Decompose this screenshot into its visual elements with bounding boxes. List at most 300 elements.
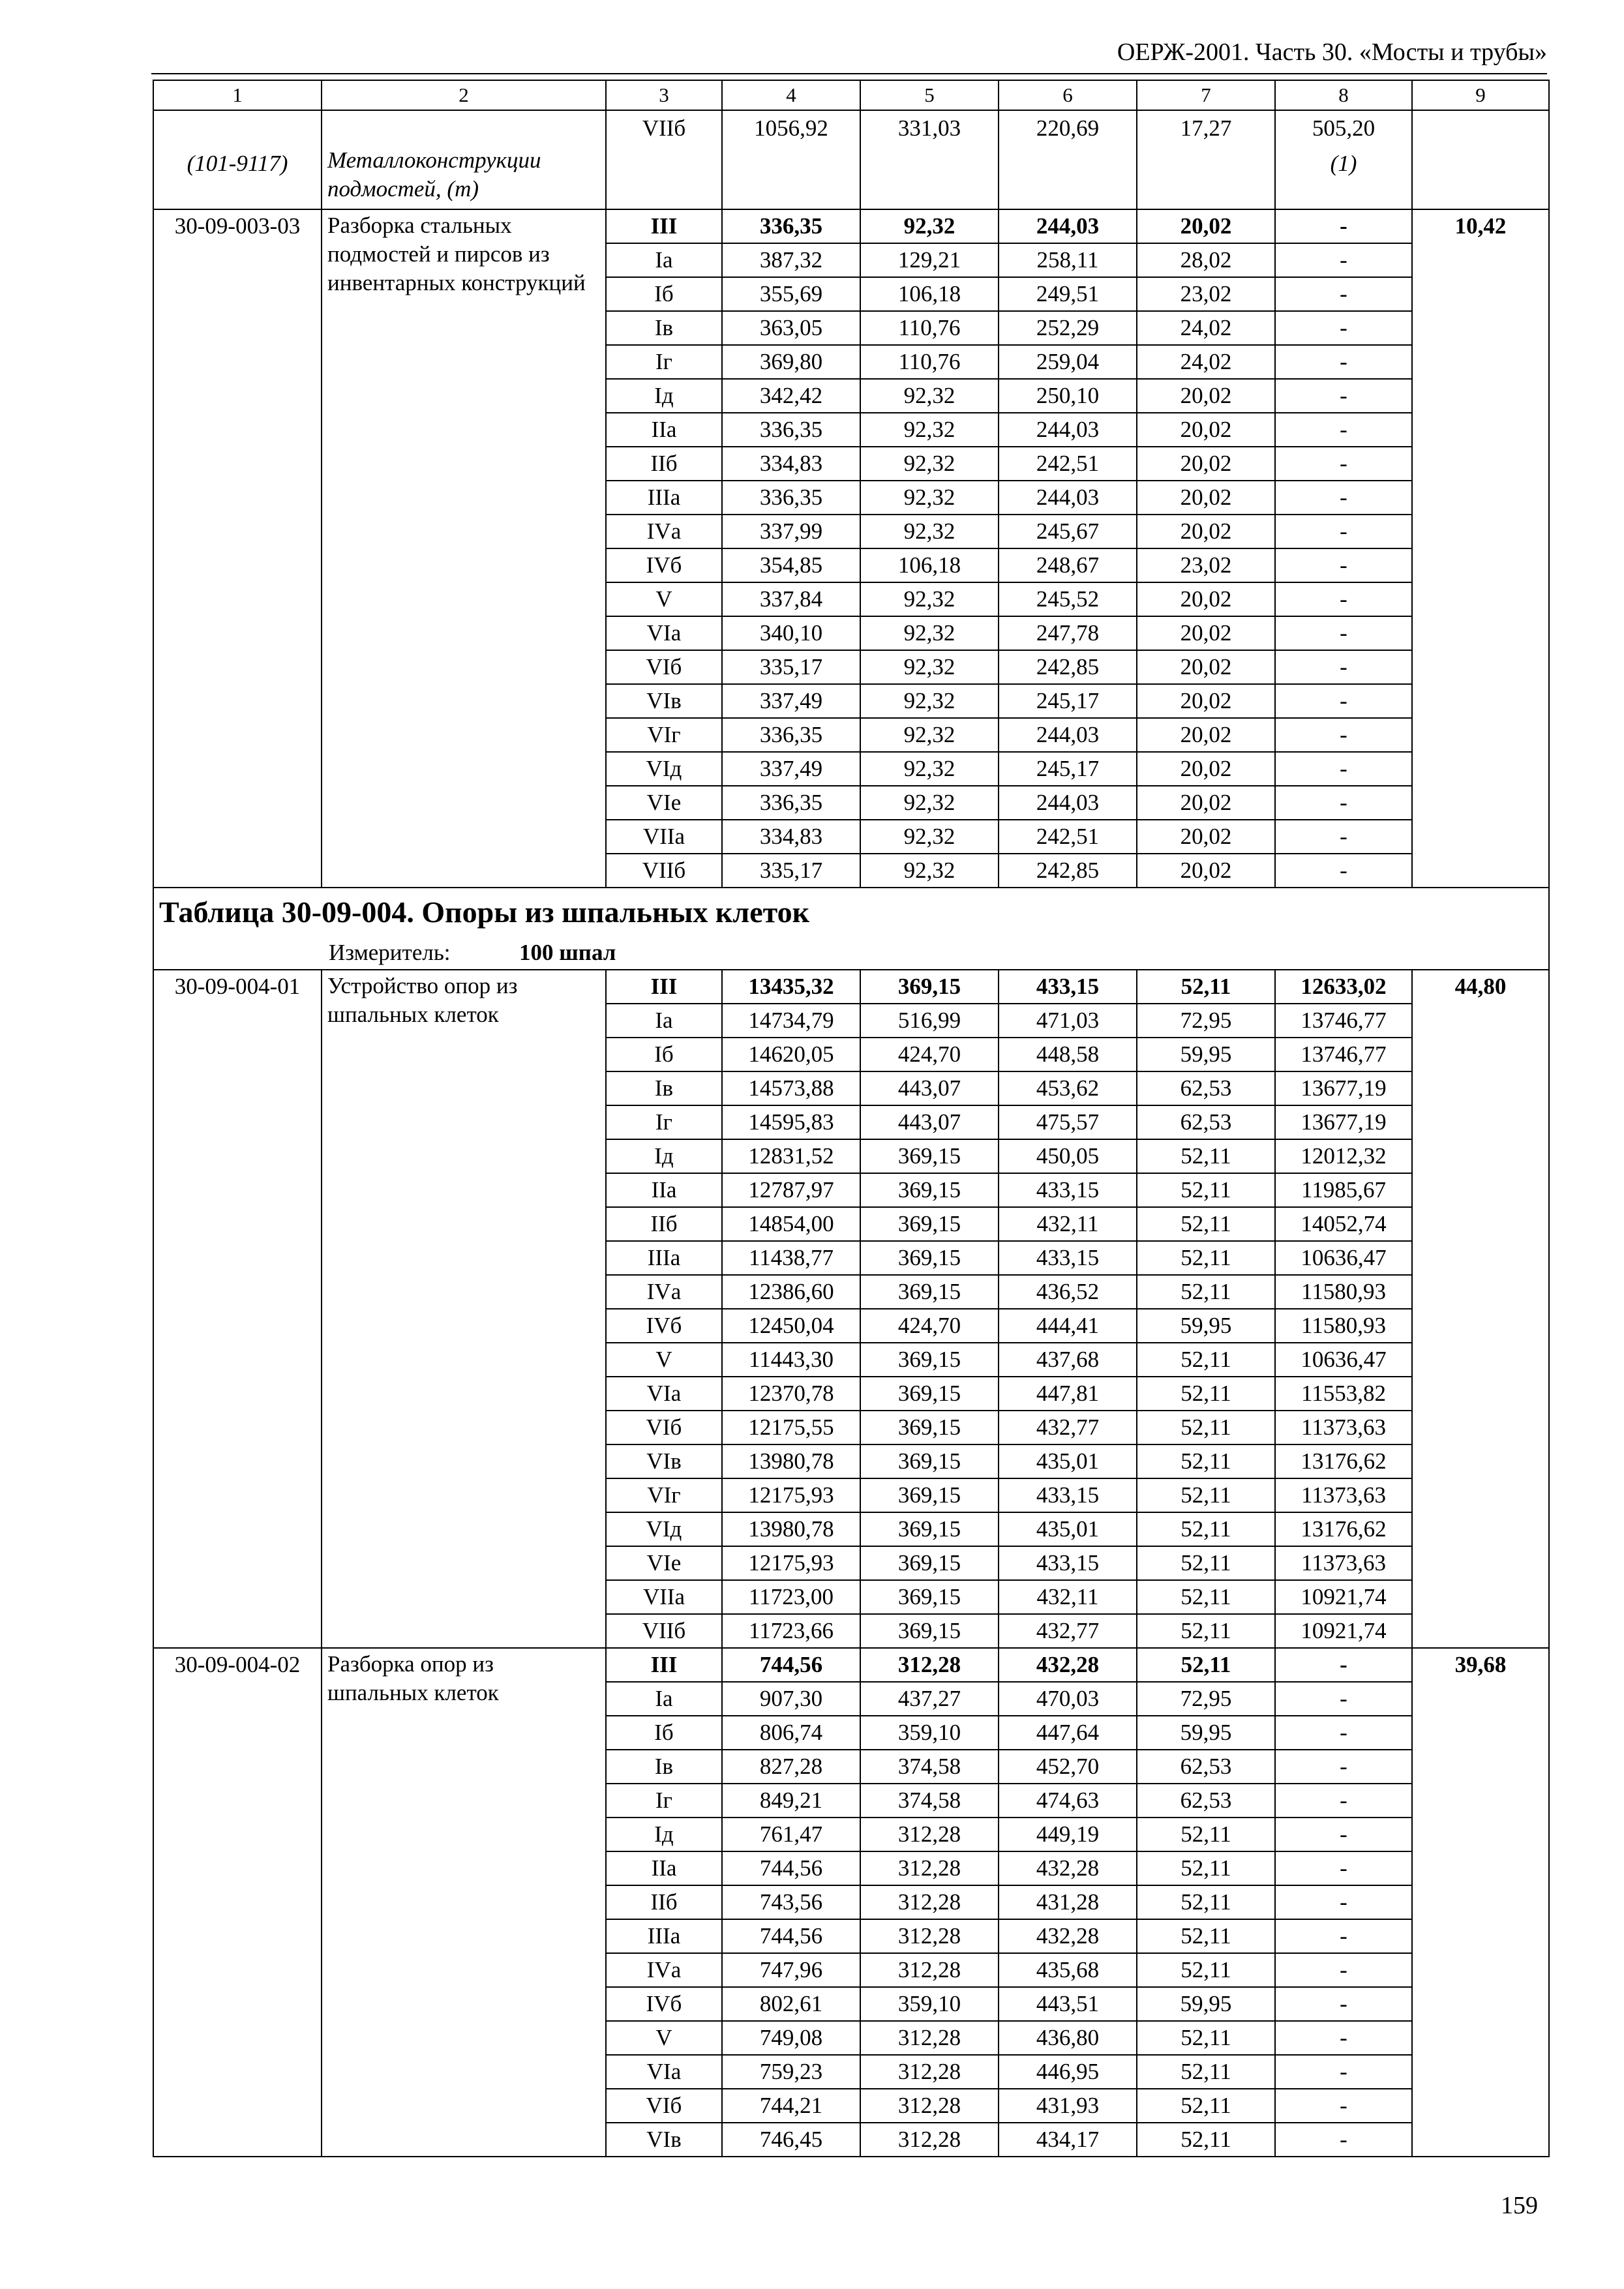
value-cell: 369,15 (860, 1512, 999, 1546)
value-cell: 12831,52 (722, 1139, 860, 1173)
zone-cell: Iа (606, 243, 722, 277)
rate-code: 30-09-004-02 (153, 1648, 322, 2157)
value-cell: 335,17 (722, 854, 860, 888)
value-cell: - (1275, 481, 1412, 515)
value-cell: 110,76 (860, 345, 999, 379)
zone-cell: IIа (606, 1173, 722, 1207)
value-cell: 435,68 (999, 1953, 1137, 1987)
value-cell: - (1275, 1648, 1412, 1682)
value-cell: 471,03 (999, 1004, 1137, 1038)
zone-cell: VIд (606, 1512, 722, 1546)
value-cell: 258,11 (999, 243, 1137, 277)
value-cell: 336,35 (722, 209, 860, 243)
rate-col9: 39,68 (1412, 1648, 1549, 2157)
value-cell: 433,15 (999, 1241, 1137, 1275)
value-cell: 244,03 (999, 413, 1137, 447)
value-cell: 92,32 (860, 684, 999, 718)
value-cell: 92,32 (860, 854, 999, 888)
rates-table (153, 80, 1550, 2157)
column-number: 7 (1137, 80, 1275, 110)
value-cell: 242,85 (999, 650, 1137, 684)
material-col9 (1412, 110, 1549, 209)
value-cell: 92,32 (860, 752, 999, 786)
zone-cell: Iв (606, 1750, 722, 1784)
value-cell: 62,53 (1137, 1105, 1275, 1139)
value-cell: - (1275, 786, 1412, 820)
value-cell: 470,03 (999, 1682, 1137, 1716)
value-cell: 11373,63 (1275, 1411, 1412, 1444)
value-cell: 52,11 (1137, 1953, 1275, 1987)
value-cell: 20,02 (1137, 854, 1275, 888)
value-cell: 312,28 (860, 2055, 999, 2089)
value-cell: 20,02 (1137, 413, 1275, 447)
column-number: 6 (999, 80, 1137, 110)
zone-cell: Iа (606, 1682, 722, 1716)
value-cell: - (1275, 2021, 1412, 2055)
value-cell: 250,10 (999, 379, 1137, 413)
value-cell: 20,02 (1137, 820, 1275, 854)
zone-cell: VIIа (606, 1580, 722, 1614)
zone-cell: IIб (606, 1207, 722, 1241)
value-cell: 14620,05 (722, 1038, 860, 1071)
material-value: 220,69 (999, 110, 1137, 209)
value-cell: 59,95 (1137, 1038, 1275, 1071)
zone-cell: Iд (606, 1139, 722, 1173)
zone-cell: VIг (606, 1478, 722, 1512)
value-cell: 446,95 (999, 2055, 1137, 2089)
value-cell: 92,32 (860, 209, 999, 243)
value-cell: 13435,32 (722, 970, 860, 1004)
zone-cell: IIа (606, 413, 722, 447)
value-cell: 12175,93 (722, 1546, 860, 1580)
value-cell: 14854,00 (722, 1207, 860, 1241)
value-cell: 424,70 (860, 1309, 999, 1343)
value-cell: 59,95 (1137, 1309, 1275, 1343)
column-number: 2 (322, 80, 606, 110)
value-cell: 245,67 (999, 515, 1137, 548)
value-cell: 10636,47 (1275, 1343, 1412, 1377)
zone-cell: Iг (606, 1105, 722, 1139)
value-cell: - (1275, 379, 1412, 413)
value-cell: 52,11 (1137, 1343, 1275, 1377)
value-cell: - (1275, 447, 1412, 481)
value-cell: 744,21 (722, 2089, 860, 2123)
value-cell: 11580,93 (1275, 1275, 1412, 1309)
value-cell: 449,19 (999, 1818, 1137, 1851)
zone-cell: IIIа (606, 1919, 722, 1953)
column-number: 4 (722, 80, 860, 110)
value-cell: 369,15 (860, 1444, 999, 1478)
value-cell: 252,29 (999, 311, 1137, 345)
table-row (153, 1648, 1549, 1682)
value-cell: 23,02 (1137, 548, 1275, 582)
value-cell: - (1275, 854, 1412, 888)
value-cell: 12012,32 (1275, 1139, 1412, 1173)
value-cell: 52,11 (1137, 1614, 1275, 1648)
value-cell: 369,15 (860, 1478, 999, 1512)
material-value: 331,03 (860, 110, 999, 209)
zone-cell: VIе (606, 1546, 722, 1580)
value-cell: 12787,97 (722, 1173, 860, 1207)
value-cell: 11373,63 (1275, 1478, 1412, 1512)
value-cell: 312,28 (860, 1953, 999, 1987)
value-cell: 759,23 (722, 2055, 860, 2089)
value-cell: - (1275, 1750, 1412, 1784)
value-cell: - (1275, 311, 1412, 345)
value-cell: - (1275, 1784, 1412, 1818)
value-cell: 337,84 (722, 582, 860, 616)
zone-cell: Iб (606, 1716, 722, 1750)
value-cell: - (1275, 413, 1412, 447)
value-cell: 11580,93 (1275, 1309, 1412, 1343)
value-cell: 20,02 (1137, 582, 1275, 616)
zone-cell: Iб (606, 277, 722, 311)
value-cell: - (1275, 820, 1412, 854)
value-cell: 447,81 (999, 1377, 1137, 1411)
zone-cell: VIб (606, 1411, 722, 1444)
zone-cell: IIб (606, 1885, 722, 1919)
value-cell: 444,41 (999, 1309, 1137, 1343)
value-cell: 52,11 (1137, 1173, 1275, 1207)
value-cell: 359,10 (860, 1716, 999, 1750)
value-cell: 52,11 (1137, 2055, 1275, 2089)
value-cell: 92,32 (860, 650, 999, 684)
value-cell: 242,85 (999, 854, 1137, 888)
value-cell: 245,17 (999, 684, 1137, 718)
value-cell: - (1275, 277, 1412, 311)
value-cell: 242,51 (999, 447, 1137, 481)
zone-cell: VIб (606, 2089, 722, 2123)
value-cell: 52,11 (1137, 1580, 1275, 1614)
value-cell: 11438,77 (722, 1241, 860, 1275)
value-cell: 92,32 (860, 379, 999, 413)
column-number: 9 (1412, 80, 1549, 110)
zone-cell: VIд (606, 752, 722, 786)
value-cell: 59,95 (1137, 1716, 1275, 1750)
value-cell: 14595,83 (722, 1105, 860, 1139)
value-cell: 746,45 (722, 2123, 860, 2157)
zone-cell: V (606, 2021, 722, 2055)
zone-cell: VIб (606, 650, 722, 684)
value-cell: 743,56 (722, 1885, 860, 1919)
value-cell: - (1275, 1818, 1412, 1851)
value-cell: 359,10 (860, 1987, 999, 2021)
value-cell: 13980,78 (722, 1444, 860, 1478)
value-cell: 432,77 (999, 1614, 1137, 1648)
value-cell: 452,70 (999, 1750, 1137, 1784)
value-cell: 14052,74 (1275, 1207, 1412, 1241)
value-cell: 245,17 (999, 752, 1137, 786)
value-cell: - (1275, 684, 1412, 718)
value-cell: 849,21 (722, 1784, 860, 1818)
value-cell: 355,69 (722, 277, 860, 311)
value-cell: 72,95 (1137, 1682, 1275, 1716)
value-cell: 59,95 (1137, 1987, 1275, 2021)
value-cell: 13746,77 (1275, 1004, 1412, 1038)
material-value-col8 (1275, 110, 1412, 209)
value-cell: 374,58 (860, 1784, 999, 1818)
rate-code: 30-09-003-03 (153, 209, 322, 888)
rate-name: Устройство опор из шпальных клеток (322, 970, 606, 1648)
column-number: 3 (606, 80, 722, 110)
value-cell: 11723,00 (722, 1580, 860, 1614)
zone-cell: VIIб (606, 854, 722, 888)
zone-cell: IIIа (606, 481, 722, 515)
value-cell: 363,05 (722, 311, 860, 345)
value-cell: 443,07 (860, 1071, 999, 1105)
value-cell: - (1275, 616, 1412, 650)
measure-value: 100 шпал (519, 940, 616, 965)
value-cell: 52,11 (1137, 2021, 1275, 2055)
zone-cell: VIв (606, 684, 722, 718)
value-cell: - (1275, 1885, 1412, 1919)
value-cell: 424,70 (860, 1038, 999, 1071)
value-cell: 431,93 (999, 2089, 1137, 2123)
value-cell: 20,02 (1137, 379, 1275, 413)
value-cell: 335,17 (722, 650, 860, 684)
value-cell: 20,02 (1137, 209, 1275, 243)
value-cell: 72,95 (1137, 1004, 1275, 1038)
value-cell: 749,08 (722, 2021, 860, 2055)
value-cell: 12370,78 (722, 1377, 860, 1411)
zone-cell: Iа (606, 1004, 722, 1038)
value-cell: 340,10 (722, 616, 860, 650)
value-cell: 52,11 (1137, 1377, 1275, 1411)
value-cell: 744,56 (722, 1919, 860, 1953)
value-cell: 312,28 (860, 1818, 999, 1851)
value-cell: 20,02 (1137, 752, 1275, 786)
measure-label: Измеритель: (329, 940, 451, 965)
value-cell: 369,15 (860, 1343, 999, 1377)
zone-cell: IIIа (606, 1241, 722, 1275)
value-cell: 369,15 (860, 1173, 999, 1207)
value-cell: 475,57 (999, 1105, 1137, 1139)
zone-cell: IVа (606, 1953, 722, 1987)
value-cell: - (1275, 345, 1412, 379)
zone-cell: VIа (606, 1377, 722, 1411)
value-cell: 447,64 (999, 1716, 1137, 1750)
material-zone: VIIб (606, 110, 722, 209)
value-cell: 337,49 (722, 684, 860, 718)
value-cell: 52,11 (1137, 2089, 1275, 2123)
value-cell: 337,99 (722, 515, 860, 548)
zone-cell: III (606, 970, 722, 1004)
material-value: 505,20 (1312, 115, 1376, 141)
value-cell: 244,03 (999, 481, 1137, 515)
zone-cell: VIа (606, 2055, 722, 2089)
value-cell: 52,11 (1137, 1512, 1275, 1546)
table-title-row (153, 888, 1549, 936)
value-cell: 435,01 (999, 1512, 1137, 1546)
value-cell: 312,28 (860, 2089, 999, 2123)
value-cell: - (1275, 718, 1412, 752)
table-title: Таблица 30-09-004. Опоры из шпальных клеток (153, 888, 1549, 936)
value-cell: 312,28 (860, 1648, 999, 1682)
value-cell: 14734,79 (722, 1004, 860, 1038)
zone-cell: VIв (606, 1444, 722, 1478)
value-cell: 24,02 (1137, 345, 1275, 379)
value-cell: 242,51 (999, 820, 1137, 854)
value-cell: 369,80 (722, 345, 860, 379)
value-cell: 10636,47 (1275, 1241, 1412, 1275)
value-cell: 312,28 (860, 1885, 999, 1919)
value-cell: 28,02 (1137, 243, 1275, 277)
zone-cell: Iб (606, 1038, 722, 1071)
value-cell: 13677,19 (1275, 1105, 1412, 1139)
value-cell: 369,15 (860, 1546, 999, 1580)
rate-col9: 10,42 (1412, 209, 1549, 888)
value-cell: 248,67 (999, 548, 1137, 582)
zone-cell: III (606, 1648, 722, 1682)
value-cell: 433,15 (999, 970, 1137, 1004)
value-cell: 744,56 (722, 1851, 860, 1885)
zone-cell: IVб (606, 1987, 722, 2021)
value-cell: 11723,66 (722, 1614, 860, 1648)
value-cell: 92,32 (860, 515, 999, 548)
measure-row (153, 936, 1549, 970)
value-cell: 453,62 (999, 1071, 1137, 1105)
value-cell: 312,28 (860, 2021, 999, 2055)
zone-cell: VIIб (606, 1614, 722, 1648)
value-cell: 247,78 (999, 616, 1137, 650)
value-cell: 92,32 (860, 413, 999, 447)
value-cell: 14573,88 (722, 1071, 860, 1105)
zone-cell: V (606, 582, 722, 616)
value-cell: 20,02 (1137, 684, 1275, 718)
value-cell: 52,11 (1137, 1139, 1275, 1173)
header-rule (151, 73, 1547, 74)
zone-cell: IVб (606, 1309, 722, 1343)
value-cell: - (1275, 209, 1412, 243)
value-cell: - (1275, 1716, 1412, 1750)
value-cell: 92,32 (860, 582, 999, 616)
value-cell: 907,30 (722, 1682, 860, 1716)
value-cell: 52,11 (1137, 1275, 1275, 1309)
value-cell: 744,56 (722, 1648, 860, 1682)
value-cell: 92,32 (860, 447, 999, 481)
value-cell: 92,32 (860, 718, 999, 752)
value-cell: 52,11 (1137, 1818, 1275, 1851)
value-cell: 761,47 (722, 1818, 860, 1851)
measure-cell (153, 936, 1549, 970)
value-cell: 369,15 (860, 1614, 999, 1648)
value-cell: 52,11 (1137, 1411, 1275, 1444)
value-cell: 432,28 (999, 1648, 1137, 1682)
value-cell: 450,05 (999, 1139, 1137, 1173)
material-name: Металлоконструкции подмостей, (т) (322, 110, 606, 209)
value-cell: 13176,62 (1275, 1444, 1412, 1478)
value-cell: 337,49 (722, 752, 860, 786)
value-cell: 354,85 (722, 548, 860, 582)
value-cell: 437,27 (860, 1682, 999, 1716)
value-cell: 436,52 (999, 1275, 1137, 1309)
value-cell: 312,28 (860, 1919, 999, 1953)
value-cell: 436,80 (999, 2021, 1137, 2055)
zone-cell: Iд (606, 379, 722, 413)
value-cell: 92,32 (860, 820, 999, 854)
value-cell: 52,11 (1137, 1478, 1275, 1512)
value-cell: 52,11 (1137, 2123, 1275, 2157)
value-cell: 20,02 (1137, 481, 1275, 515)
value-cell: 387,32 (722, 243, 860, 277)
value-cell: - (1275, 650, 1412, 684)
column-number: 1 (153, 80, 322, 110)
value-cell: 334,83 (722, 820, 860, 854)
material-note: (1) (1330, 151, 1357, 176)
zone-cell: VIIа (606, 820, 722, 854)
value-cell: 13677,19 (1275, 1071, 1412, 1105)
value-cell: 12450,04 (722, 1309, 860, 1343)
value-cell: 12175,55 (722, 1411, 860, 1444)
value-cell: 244,03 (999, 718, 1137, 752)
value-cell: 20,02 (1137, 515, 1275, 548)
value-cell: 516,99 (860, 1004, 999, 1038)
value-cell: 336,35 (722, 413, 860, 447)
value-cell: 62,53 (1137, 1784, 1275, 1818)
value-cell: 432,28 (999, 1919, 1137, 1953)
value-cell: 443,07 (860, 1105, 999, 1139)
value-cell: 92,32 (860, 616, 999, 650)
value-cell: - (1275, 2123, 1412, 2157)
value-cell: 336,35 (722, 718, 860, 752)
value-cell: 110,76 (860, 311, 999, 345)
value-cell: 369,15 (860, 1580, 999, 1614)
zone-cell: IIб (606, 447, 722, 481)
value-cell: 369,15 (860, 1241, 999, 1275)
material-value: 17,27 (1137, 110, 1275, 209)
value-cell: 369,15 (860, 1207, 999, 1241)
value-cell: 448,58 (999, 1038, 1137, 1071)
value-cell: - (1275, 1919, 1412, 1953)
value-cell: 106,18 (860, 548, 999, 582)
value-cell: 432,11 (999, 1207, 1137, 1241)
value-cell: 374,58 (860, 1750, 999, 1784)
value-cell: 52,11 (1137, 1546, 1275, 1580)
value-cell: 806,74 (722, 1716, 860, 1750)
value-cell: - (1275, 1851, 1412, 1885)
value-cell: - (1275, 1987, 1412, 2021)
value-cell: 11443,30 (722, 1343, 860, 1377)
value-cell: 369,15 (860, 1411, 999, 1444)
value-cell: 20,02 (1137, 786, 1275, 820)
value-cell: 369,15 (860, 1275, 999, 1309)
column-number: 8 (1275, 80, 1412, 110)
value-cell: 244,03 (999, 786, 1137, 820)
zone-cell: V (606, 1343, 722, 1377)
value-cell: 474,63 (999, 1784, 1137, 1818)
page-number: 159 (1501, 2192, 1538, 2219)
value-cell: 13746,77 (1275, 1038, 1412, 1071)
zone-cell: VIе (606, 786, 722, 820)
zone-cell: Iд (606, 1818, 722, 1851)
value-cell: 13176,62 (1275, 1512, 1412, 1546)
value-cell: 435,01 (999, 1444, 1137, 1478)
zone-cell: Iв (606, 1071, 722, 1105)
zone-cell: VIг (606, 718, 722, 752)
value-cell: 11373,63 (1275, 1546, 1412, 1580)
value-cell: - (1275, 582, 1412, 616)
value-cell: - (1275, 1953, 1412, 1987)
value-cell: 12175,93 (722, 1478, 860, 1512)
zone-cell: VIв (606, 2123, 722, 2157)
running-header: ОЕРЖ-2001. Часть 30. «Мосты и трубы» (1117, 38, 1547, 66)
value-cell: 52,11 (1137, 1919, 1275, 1953)
value-cell: 245,52 (999, 582, 1137, 616)
value-cell: 106,18 (860, 277, 999, 311)
zone-cell: IVа (606, 1275, 722, 1309)
rate-col9: 44,80 (1412, 970, 1549, 1648)
value-cell: 342,42 (722, 379, 860, 413)
